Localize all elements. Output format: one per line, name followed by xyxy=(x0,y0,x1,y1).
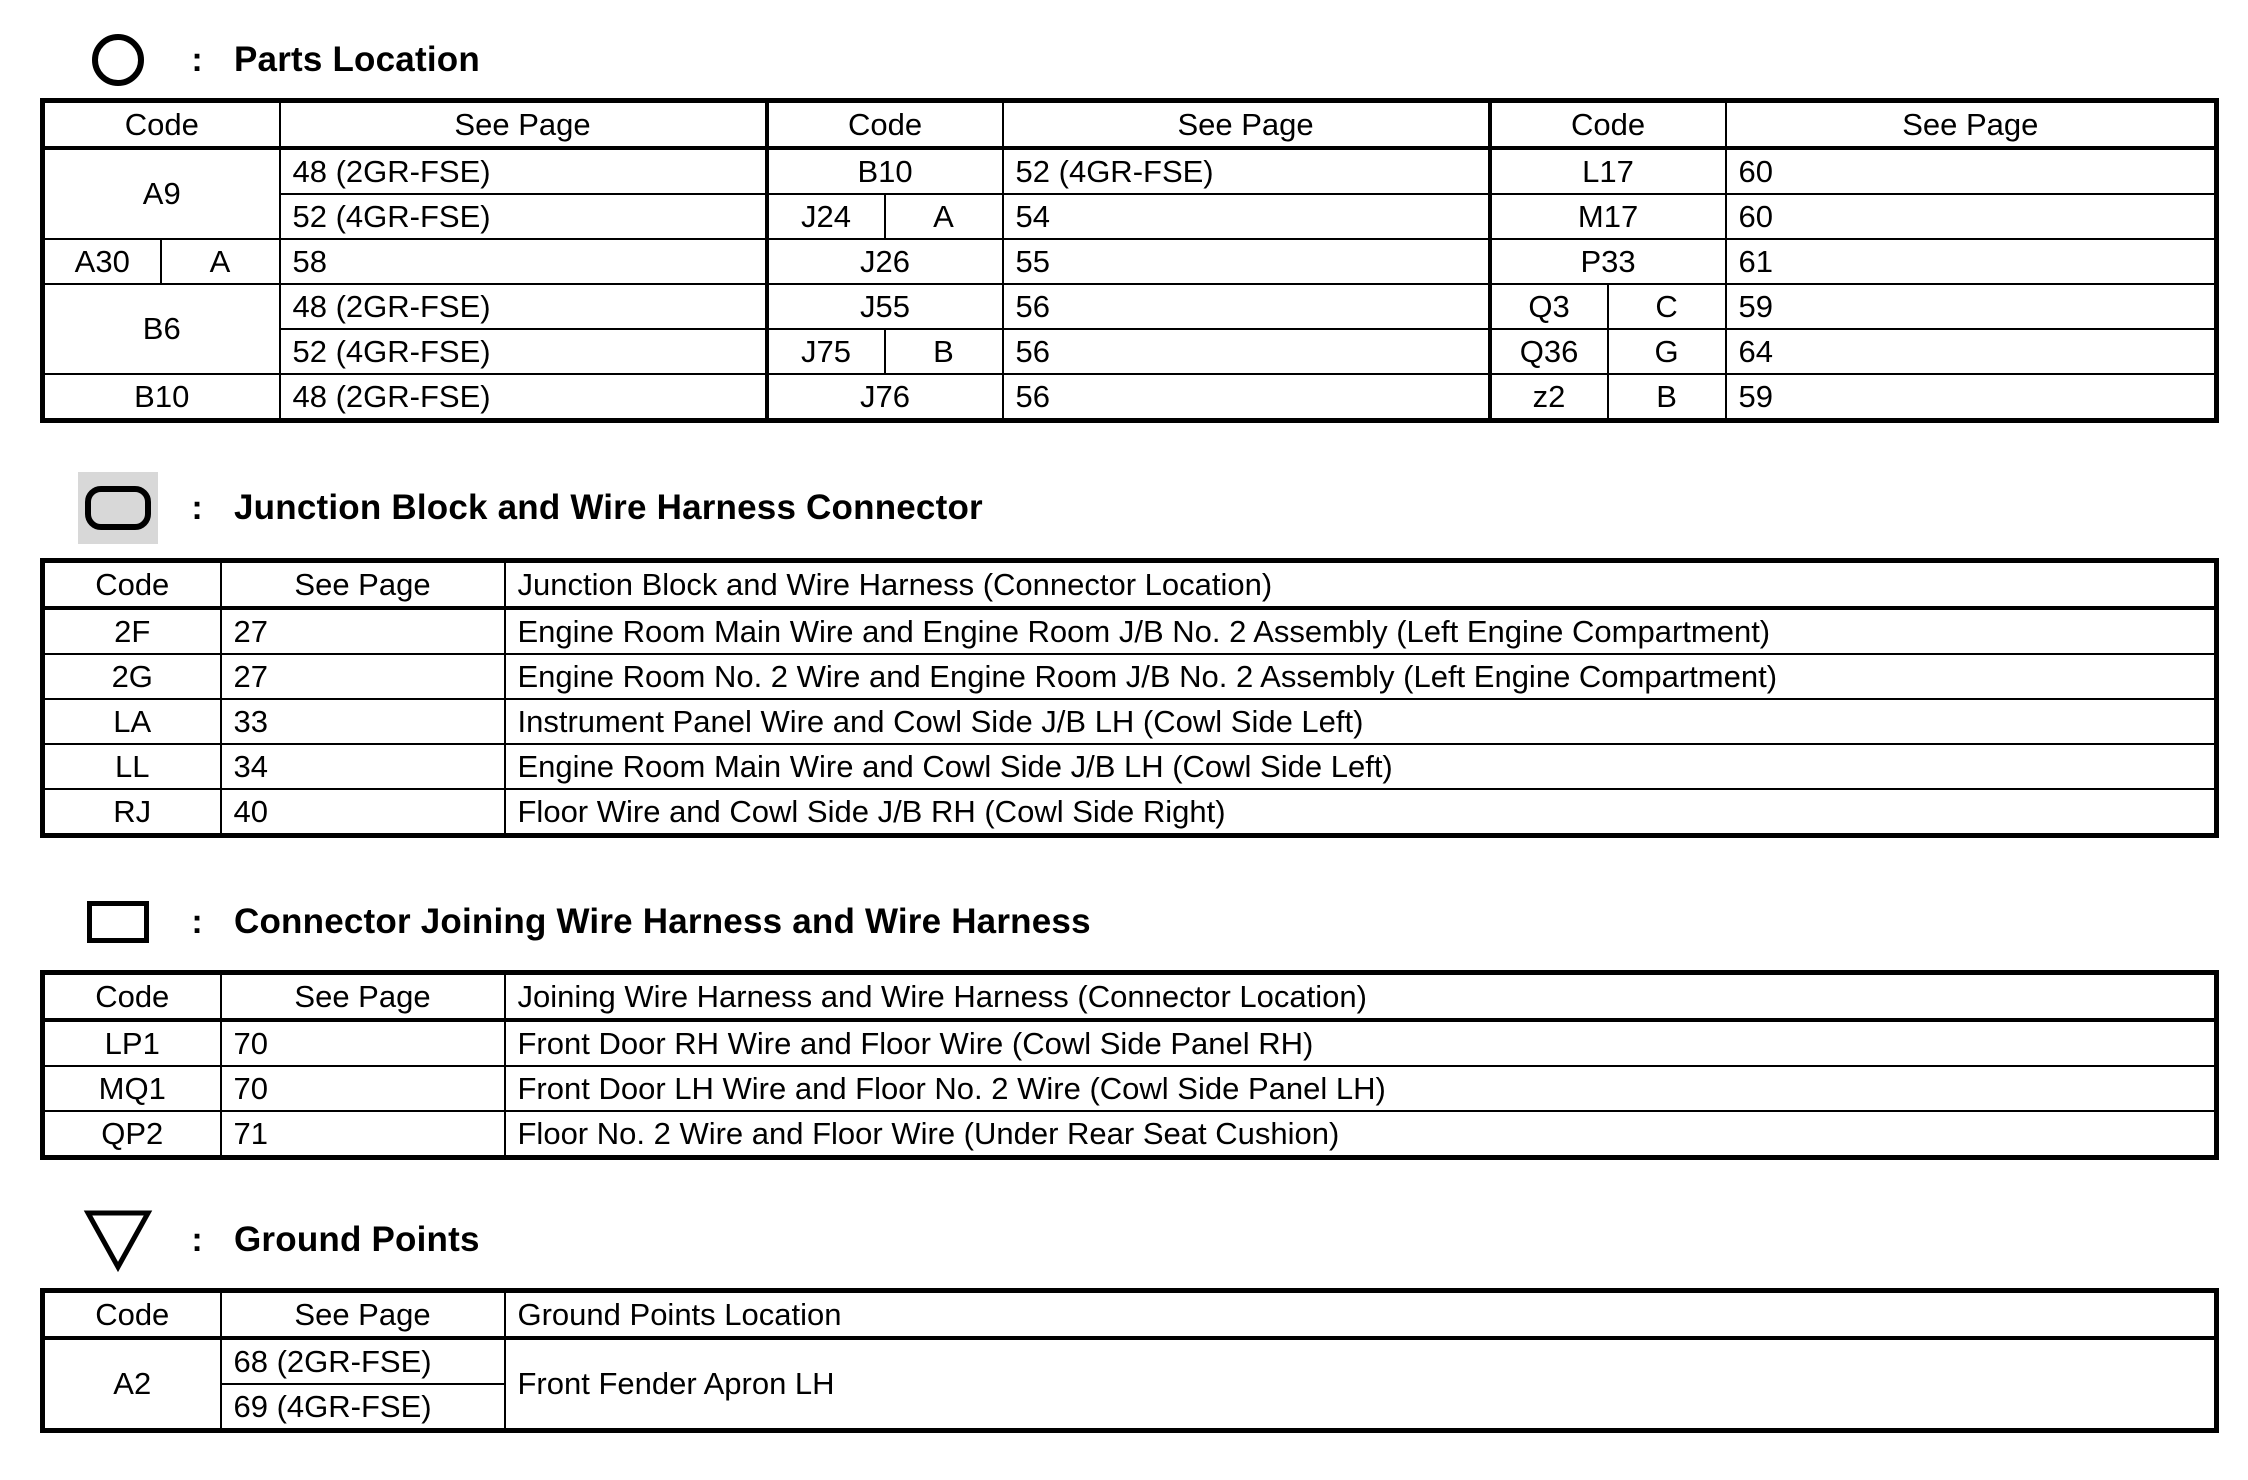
page-cell: 48 (2GR-FSE) xyxy=(280,148,767,194)
table-row xyxy=(43,1066,2217,1111)
code-cell: A2 xyxy=(43,1338,221,1431)
table-row xyxy=(43,699,2217,744)
code-cell: z2 xyxy=(1490,374,1608,421)
code-cell: LP1 xyxy=(43,1020,221,1066)
table-row xyxy=(43,1111,2217,1158)
page-cell: 59 xyxy=(1726,284,2217,329)
colon: : xyxy=(191,40,203,79)
page-cell: 55 xyxy=(1003,239,1490,284)
page-cell: 71 xyxy=(221,1111,505,1158)
page-cell: 54 xyxy=(1003,194,1490,239)
table-row xyxy=(43,608,2217,654)
header-location: Junction Block and Wire Harness (Connector Location) xyxy=(505,561,2217,609)
table-header-row xyxy=(43,973,2217,1021)
header-code: Code xyxy=(767,101,1003,149)
page-cell: 27 xyxy=(221,608,505,654)
colon: : xyxy=(191,1220,203,1259)
page-cell: 61 xyxy=(1726,239,2217,284)
page-cell: 56 xyxy=(1003,374,1490,421)
parts-location-header xyxy=(76,24,480,96)
location-cell: Engine Room Main Wire and Cowl Side J/B LH (Cowl Side Left) xyxy=(505,744,2217,789)
code-cell: Q36 xyxy=(1490,329,1608,374)
header-see-page: See Page xyxy=(221,1291,505,1339)
junction-block-header xyxy=(76,472,983,544)
table-row xyxy=(43,194,2217,239)
table-header-row xyxy=(43,101,2217,149)
header-see-page: See Page xyxy=(280,101,767,149)
location-cell: Front Fender Apron LH xyxy=(505,1338,2217,1431)
code-cell: M17 xyxy=(1490,194,1726,239)
location-cell: Engine Room Main Wire and Engine Room J/B No. 2 Assembly (Left Engine Compartment) xyxy=(505,608,2217,654)
page-cell: 60 xyxy=(1726,194,2217,239)
page-cell: 70 xyxy=(221,1020,505,1066)
page-cell: 58 xyxy=(280,239,767,284)
table-row xyxy=(43,789,2217,836)
rectangle-connector-icon xyxy=(76,886,160,958)
header-see-page: See Page xyxy=(1003,101,1490,149)
suffix-cell: A xyxy=(161,239,280,284)
code-cell: Q3 xyxy=(1490,284,1608,329)
table-header-row xyxy=(43,561,2217,609)
code-cell: J76 xyxy=(767,374,1003,421)
page-cell: 69 (4GR-FSE) xyxy=(221,1384,505,1431)
code-cell: P33 xyxy=(1490,239,1726,284)
code-cell: MQ1 xyxy=(43,1066,221,1111)
header-code: Code xyxy=(43,101,280,149)
page-cell: 64 xyxy=(1726,329,2217,374)
header-code: Code xyxy=(43,1291,221,1339)
location-cell: Instrument Panel Wire and Cowl Side J/B LH (Cowl Side Left) xyxy=(505,699,2217,744)
code-cell: LA xyxy=(43,699,221,744)
code-cell: QP2 xyxy=(43,1111,221,1158)
page-cell: 68 (2GR-FSE) xyxy=(221,1338,505,1384)
header-location: Joining Wire Harness and Wire Harness (Connector Location) xyxy=(505,973,2217,1021)
table-header-row xyxy=(43,1291,2217,1339)
code-cell: 2G xyxy=(43,654,221,699)
connector-joining-header xyxy=(76,886,1091,958)
page-cell: 52 (4GR-FSE) xyxy=(1003,148,1490,194)
page-cell: 48 (2GR-FSE) xyxy=(280,374,767,421)
page-cell: 52 (4GR-FSE) xyxy=(280,329,767,374)
code-cell: J75 xyxy=(767,329,885,374)
code-cell: B10 xyxy=(767,148,1003,194)
suffix-cell: B xyxy=(1608,374,1726,421)
page-cell: 59 xyxy=(1726,374,2217,421)
code-cell: A9 xyxy=(43,148,280,239)
code-cell: B6 xyxy=(43,284,280,374)
page-cell: 27 xyxy=(221,654,505,699)
code-cell: B10 xyxy=(43,374,280,421)
page-cell: 34 xyxy=(221,744,505,789)
section-title: Ground Points xyxy=(234,1220,480,1259)
suffix-cell: C xyxy=(1608,284,1726,329)
table-row xyxy=(43,1020,2217,1066)
section-title: Junction Block and Wire Harness Connector xyxy=(234,488,983,527)
table-row xyxy=(43,329,2217,374)
ground-points-header xyxy=(76,1204,480,1276)
table-row xyxy=(43,284,2217,329)
junction-block-table xyxy=(40,558,2219,838)
page-cell: 52 (4GR-FSE) xyxy=(280,194,767,239)
page-cell: 70 xyxy=(221,1066,505,1111)
page-cell: 48 (2GR-FSE) xyxy=(280,284,767,329)
header-code: Code xyxy=(43,973,221,1021)
table-row xyxy=(43,654,2217,699)
location-cell: Front Door RH Wire and Floor Wire (Cowl Side Panel RH) xyxy=(505,1020,2217,1066)
code-cell: 2F xyxy=(43,608,221,654)
table-row xyxy=(43,374,2217,421)
header-see-page: See Page xyxy=(1726,101,2217,149)
code-cell: J24 xyxy=(767,194,885,239)
location-cell: Front Door LH Wire and Floor No. 2 Wire (Cowl Side Panel LH) xyxy=(505,1066,2217,1111)
section-title: Connector Joining Wire Harness and Wire Harness xyxy=(234,902,1091,941)
ground-triangle-icon xyxy=(76,1204,160,1276)
location-cell: Floor Wire and Cowl Side J/B RH (Cowl Side Right) xyxy=(505,789,2217,836)
colon: : xyxy=(191,488,203,527)
code-cell: RJ xyxy=(43,789,221,836)
table-row xyxy=(43,744,2217,789)
table-row xyxy=(43,148,2217,194)
page-cell: 56 xyxy=(1003,284,1490,329)
header-code: Code xyxy=(43,561,221,609)
location-cell: Floor No. 2 Wire and Floor Wire (Under Rear Seat Cushion) xyxy=(505,1111,2217,1158)
suffix-cell: G xyxy=(1608,329,1726,374)
colon: : xyxy=(191,902,203,941)
page-cell: 56 xyxy=(1003,329,1490,374)
code-cell: A30 xyxy=(43,239,161,284)
ground-points-table xyxy=(40,1288,2219,1433)
suffix-cell: A xyxy=(885,194,1003,239)
table-row xyxy=(43,239,2217,284)
page-cell: 33 xyxy=(221,699,505,744)
suffix-cell: B xyxy=(885,329,1003,374)
parts-location-table xyxy=(40,98,2219,423)
page-cell: 40 xyxy=(221,789,505,836)
section-title: Parts Location xyxy=(234,40,480,79)
rounded-connector-icon xyxy=(76,472,160,544)
page-cell: 60 xyxy=(1726,148,2217,194)
code-cell: J55 xyxy=(767,284,1003,329)
table-row xyxy=(43,1338,2217,1384)
header-see-page: See Page xyxy=(221,973,505,1021)
code-cell: J26 xyxy=(767,239,1003,284)
location-cell: Engine Room No. 2 Wire and Engine Room J/B No. 2 Assembly (Left Engine Compartment) xyxy=(505,654,2217,699)
code-cell: LL xyxy=(43,744,221,789)
header-location: Ground Points Location xyxy=(505,1291,2217,1339)
header-see-page: See Page xyxy=(221,561,505,609)
circle-icon xyxy=(76,24,160,96)
header-code: Code xyxy=(1490,101,1726,149)
code-cell: L17 xyxy=(1490,148,1726,194)
connector-joining-table xyxy=(40,970,2219,1160)
